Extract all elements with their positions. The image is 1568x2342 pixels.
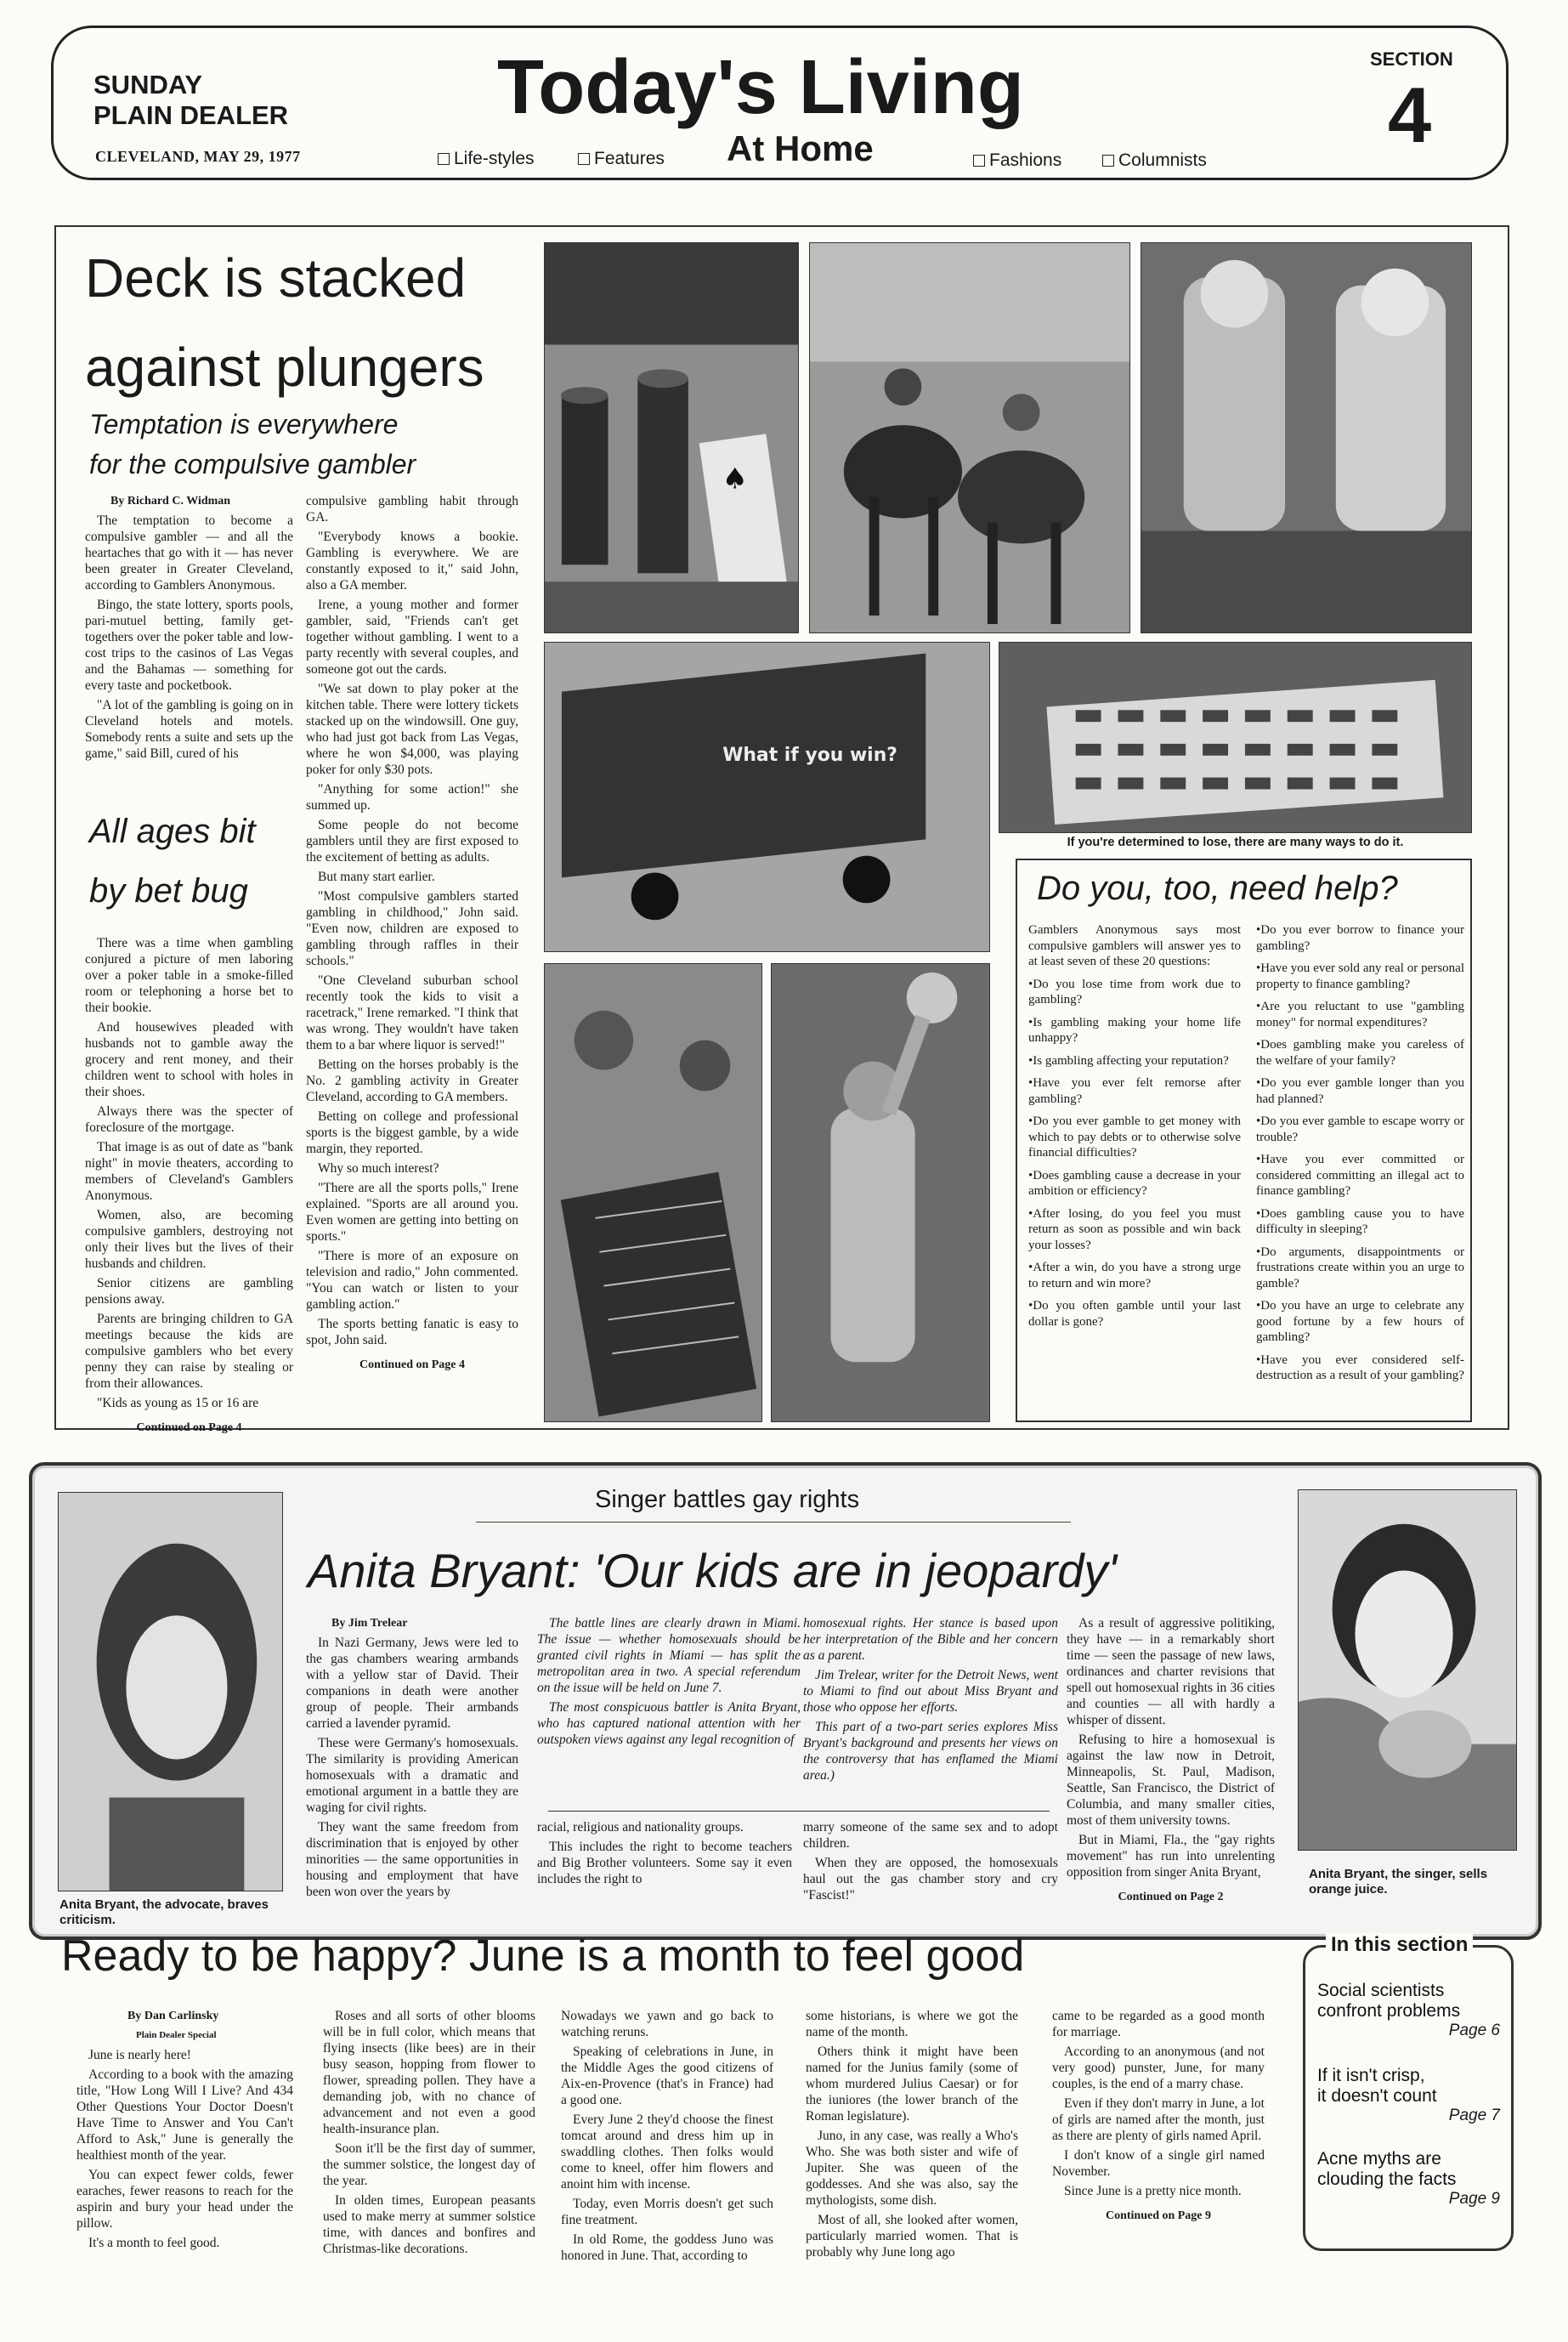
continued-link[interactable]: Continued on Page 2 (1118, 1891, 1224, 1903)
june-column-4 (806, 2008, 1018, 2264)
toc-item-label: If it isn't crisp, (1317, 2066, 1425, 2085)
section-title: Today's Living (497, 45, 1024, 130)
question: •Does gambling cause a decrease in your ambition or efficiency? (1028, 1168, 1241, 1198)
gambling-deck-line2: for the compulsive gambler (89, 449, 416, 479)
nav-columnists-label: Columnists (1118, 150, 1207, 170)
paragraph: According to a book with the amazing title, "How Long Will I Live? And 434 Other Questions Your Doctor Doesn't Have Time to Answer and You Can't Afford to Ask," June is generally the healthiest month of the year. (76, 2067, 293, 2163)
question: •Do you have an urge to celebrate any good fortune by a few hours of gambling? (1256, 1299, 1464, 1344)
paragraph: According to an anonymous (and not very good) punster, June, for many couples, is the end of a marry chase. (1052, 2044, 1265, 2091)
paragraph: racial, religious and nationality groups. (537, 1820, 744, 1834)
paragraph: came to be regarded as a good month for marriage. (1052, 2009, 1265, 2039)
gambling-column-2 (306, 493, 518, 1376)
question: •After losing, do you feel you must return as soon as possible and win back your losses? (1028, 1206, 1241, 1252)
bryant-editor-note-2 (803, 1615, 1058, 1787)
paragraph: The most conspicuous battler is Anita Bryant, who has captured national attention with her outspoken views against any legal recognition of (537, 1700, 801, 1747)
paragraph: But in Miami, Fla., the "gay rights movement" has run into unrelenting opposition from singer Anita Bryant, (1067, 1833, 1275, 1880)
paragraph: When they are opposed, the homosexuals haul out the gas chamber story and cry "Fascist!" (803, 1856, 1058, 1903)
paragraph: Always there was the specter of foreclosure of the mortgage. (85, 1104, 293, 1135)
paragraph: Betting on the horses probably is the No. 2 gambling activity in Greater Cleveland, according to GA members. (306, 1058, 518, 1104)
paragraph: "Anything for some action!" she summed up. (306, 782, 518, 813)
svg-text:♠: ♠ (722, 462, 748, 496)
toc-item-page: Page 7 (1448, 2107, 1500, 2124)
paragraph: "There is more of an exposure on television and radio," John commented. "You can watch or listen to your gambling action." (306, 1249, 518, 1312)
paragraph: The battle lines are clearly drawn in Miami. The issue — whether homosexuals should be granted civil rights in Miami — has split the metropolitan area in two. A special referendum on the issue will be held on June 7. (537, 1616, 801, 1695)
bingo-cards-photo (999, 642, 1472, 833)
paragraph: This includes the right to become teachers and Big Brother volunteers. Some say it even includes the right to (537, 1840, 792, 1886)
paragraph: There was a time when gambling conjured a picture of men laboring over a poker table in a smoke-filled room or telephoning a horse bet to their bookie. (85, 936, 293, 1015)
bryant-byline: By Jim Trelear (331, 1617, 408, 1630)
paragraph: Betting on college and professional sports is the biggest gamble, by a wide margin, they reported. (306, 1109, 518, 1156)
nav-lifestyles-label: Life-styles (454, 149, 535, 168)
question: •After a win, do you have a strong urge to return and win more? (1028, 1261, 1241, 1290)
paragraph: But many start earlier. (318, 870, 435, 884)
paragraph: "A lot of the gambling is going on in Cleveland hotels and motels. Somebody rents a suite and sets up the game," said Bill, cured of his (85, 698, 293, 761)
paragraph: Every June 2 they'd choose the finest tomcat around and dress him up in swaddling clothes. Then folks would come to kneel, offer him flowers and anoint him with incense. (561, 2112, 773, 2192)
paragraph: Soon it'll be the first day of summer, the summer solstice, the longest day of the year. (323, 2141, 535, 2188)
question: •Is gambling affecting your reputation? (1028, 1053, 1229, 1068)
paragraph: Speaking of celebrations in June, in the Middle Ages the good citizens of Aix-en-Provence (that's in France) had a good one. (561, 2044, 773, 2107)
toc-item[interactable] (1317, 2149, 1509, 2209)
question: •Have you ever committed or considered committing an illegal act to finance gambling? (1256, 1153, 1464, 1198)
paragraph: The temptation to become a compulsive gambler — and all the heartaches that go with it — has never been greater in Greater Cleveland, according to Gamblers Anonymous. (85, 513, 293, 593)
june-column-2 (323, 2008, 535, 2260)
june-headline: Ready to be happy? June is a month to feel good (61, 1931, 1025, 1981)
paragraph: Bingo, the state lottery, sports pools, pari-mutuel betting, family get-togethers over the poker table and low-cost trips to the casinos of Las Vegas and the Bahamas — something for every taste and pocketbook. (85, 598, 293, 693)
bryant-editor-note (537, 1615, 801, 1751)
june-column-5 (1052, 2008, 1265, 2227)
nav-lifestyles[interactable] (438, 149, 535, 169)
paragraph: These were Germany's homosexuals. The similarity is providing American homosexuals with a dramatic and emotional argument in a battle they are waging for civil rights. (306, 1736, 518, 1815)
toc-item[interactable] (1317, 2066, 1509, 2125)
dateline: CLEVELAND, MAY 29, 1977 (95, 148, 301, 165)
checkbox-icon (1102, 155, 1114, 167)
paragraph: Juno, in any case, was really a Who's Who. She was both sister and wife of Jupiter. She was queen of the goddesses. And she was also, say the mythologists, some dish. (806, 2129, 1018, 2208)
paper-name-line2: PLAIN DEALER (93, 100, 289, 130)
help-intro: Gamblers Anonymous says most compulsive gamblers will answer yes to at least seven of these 20 questions: (1028, 923, 1241, 968)
paragraph: In olden times, European peasants used to make merry at summer solstice time, with dances and bonfires and Christmas-like decorations. (323, 2193, 535, 2256)
paragraph: Refusing to hire a homosexual is against the law now in Detroit, Minneapolis, St. Paul, Madison, Seattle, San Francisco, the District of Columbia, and many smaller cities, most of them university towns. (1067, 1732, 1275, 1828)
bryant-column-4 (1067, 1615, 1275, 1908)
june-column-1 (76, 2008, 293, 2254)
nav-features-label: Features (594, 149, 665, 168)
paragraph: I don't know of a single girl named November. (1052, 2148, 1265, 2179)
paragraph: Even if they don't marry in June, a lot of girls are named after the month, just as there are plenty of girls named April. (1052, 2096, 1265, 2143)
paragraph: homosexual rights. Her stance is based upon her interpretation of the Bible and her concern as a parent. (803, 1616, 1058, 1663)
paragraph: Others think it might have been named for the Junius family (some of whom murdered Julius Caesar) or for the iuniores (the lower branch of the Roman legislature). (806, 2044, 1018, 2124)
gambling-subhead-line1: All ages bit (89, 813, 256, 850)
paper-name-line1: SUNDAY (93, 70, 203, 99)
question: •Is gambling making your home life unhappy? (1028, 1015, 1241, 1045)
paragraph: Most of all, she looked after women, particularly married women. That is probably why June long ago (806, 2213, 1018, 2260)
paragraph: They want the same freedom from discrimination that is enjoyed by other minorities — the same opportunities in housing and employment that have been won over the years by (306, 1820, 518, 1899)
continued-link[interactable]: Continued on Page 4 (136, 1421, 242, 1434)
paragraph: And housewives pleaded with husbands not to gamble away the grocery and rent money, and their children went to school with holes in their shoes. (85, 1020, 293, 1099)
paragraph: compulsive gambling habit through GA. (306, 494, 518, 525)
section-number: 4 (1388, 72, 1432, 159)
paragraph: Irene, a young mother and former gambler, said, "Friends can't get together without gambling. I went to a party recently with several couples, and someone got out the cards. (306, 598, 518, 677)
paragraph: "Most compulsive gamblers started gambling in childhood," John said. "Even now, children are exposed to gambling through raffles in their schools." (306, 889, 518, 968)
question: •Have you ever felt remorse after gambling? (1028, 1076, 1241, 1106)
paragraph: As a result of aggressive politiking, they have — in a remarkably short time — seen the passage of new laws, ordinances and charter revisions that spell out homosexual rights in 36 cities and counties — all with hardly a whisper of dissent. (1067, 1616, 1275, 1727)
gambling-deck-line1: Temptation is everywhere (89, 409, 399, 439)
paragraph: In old Rome, the goddess Juno was honored in June. That, according to (561, 2232, 773, 2263)
paragraph: Women, also, are becoming compulsive gamblers, destroying not only their lives but the lives of their husbands and children. (85, 1208, 293, 1271)
paragraph: Nowadays we yawn and go back to watching reruns. (561, 2009, 773, 2039)
toc-title: In this section (1326, 1933, 1473, 1957)
question: •Do you ever gamble longer than you had planned? (1256, 1076, 1464, 1106)
basketball-photo (771, 963, 990, 1422)
gambling-headline-line2: against plungers (85, 337, 484, 398)
football-photo (1141, 242, 1472, 633)
checkbox-icon (438, 153, 450, 165)
question: •Does gambling make you careless of the welfare of your family? (1256, 1038, 1464, 1068)
question: •Do arguments, disappointments or frustrations create within you an urge to gamble? (1256, 1245, 1464, 1290)
gambling-column-1b (85, 935, 293, 1439)
gambling-column-1 (85, 493, 293, 765)
paragraph: That image is as out of date as "bank night" in movie theaters, according to members of Cleveland's Gamblers Anonymous. (85, 1140, 293, 1203)
question: •Do you often gamble until your last dollar is gone? (1028, 1299, 1241, 1329)
toc-item-label: clouding the facts (1317, 2169, 1457, 2189)
poker-chips-photo (544, 242, 799, 633)
bryant-kicker: Singer battles gay rights (595, 1486, 860, 1513)
toc-item-label: confront problems (1317, 2001, 1461, 2021)
paragraph: Some people do not become gamblers until they are first exposed to the excitement of betting as adults. (306, 818, 518, 865)
bryant-column-2 (537, 1819, 792, 1891)
question: •Have you ever sold any real or personal property to finance gambling? (1256, 961, 1464, 991)
bryant-caption-right: Anita Bryant, the singer, sells orange juice. (1309, 1867, 1488, 1897)
gambling-headline-line1: Deck is stacked (85, 247, 467, 309)
question: •Do you ever borrow to finance your gambling? (1256, 923, 1464, 953)
question: •Are you reluctant to use "gambling money" for normal expenditures? (1256, 1000, 1464, 1029)
nav-features[interactable] (578, 149, 665, 169)
june-byline-sub: Plain Dealer Special (136, 2030, 217, 2040)
paragraph: some historians, is where we got the name of the month. (806, 2009, 1018, 2039)
continued-link[interactable]: Continued on Page 4 (359, 1358, 466, 1371)
june-column-3 (561, 2008, 773, 2267)
paragraph: marry someone of the same sex and to adopt children. (803, 1820, 1058, 1851)
question: •Does gambling cause you to have difficulty in sleeping? (1256, 1206, 1464, 1236)
toc-item-label: Acne myths are (1317, 2149, 1441, 2169)
toc-item-label: Social scientists (1317, 1981, 1445, 2000)
paragraph: The sports betting fanatic is easy to spot, John said. (306, 1317, 518, 1347)
paragraph: June is nearly here! (88, 2048, 191, 2062)
paragraph: "We sat down to play poker at the kitchen table. There were lottery tickets stacked up on the windowsill. One guy, who had just got back from Las Vegas, where he won $4,000, was playing poker for only $30 pots. (306, 682, 518, 777)
toc-item-page: Page 9 (1448, 2190, 1500, 2208)
nav-fashions-label: Fashions (989, 150, 1062, 170)
gambling-subhead-line2: by bet bug (89, 872, 248, 910)
paragraph: "Kids as young as 15 or 16 are (97, 1396, 259, 1410)
gambling-byline: By Richard C. Widman (110, 495, 231, 508)
truck-slogan: What if you win? (722, 745, 897, 767)
toc-item[interactable] (1317, 1981, 1509, 2040)
paragraph: Since June is a pretty nice month. (1064, 2184, 1242, 2198)
help-questions-right (1256, 922, 1464, 1391)
question: •Do you lose time from work due to gambling? (1028, 977, 1241, 1007)
paragraph: Jim Trelear, writer for the Detroit News, went to Miami to find out about Miss Bryant and those who oppose her efforts. (803, 1668, 1058, 1715)
paragraph: "Everybody knows a bookie. Gambling is everywhere. We are constantly exposed to it," said John, also a GA member. (306, 530, 518, 593)
question: •Have you ever considered self-destruction as a result of your gambling? (1256, 1352, 1464, 1382)
roulette-table-photo (544, 963, 762, 1422)
help-box-title: Do you, too, need help? (1037, 870, 1398, 907)
bryant-caption-left: Anita Bryant, the advocate, braves criticism. (59, 1897, 269, 1927)
kicker-rule (476, 1522, 1071, 1523)
checkbox-icon (578, 153, 590, 165)
nav-columnists[interactable] (1102, 150, 1207, 171)
photo-caption: If you're determined to lose, there are many ways to do it. (1067, 836, 1404, 849)
paragraph: Today, even Morris doesn't get such fine treatment. (561, 2197, 773, 2227)
paragraph: "There are all the sports polls," Irene explained. "Sports are all around you. Even women are getting into betting on sports." (306, 1181, 518, 1244)
paragraph: "One Cleveland suburban school recently took the kids to visit a racetrack," Irene remarked. "I think that was wrong. They wouldn't have taken them to a bar where liquor is served!" (306, 973, 518, 1052)
editor-note-rule (548, 1811, 1050, 1812)
paragraph: Parents are bringing children to GA meetings because the kids are compulsive gamblers who bet every penny they can raise by stealing or from their allowances. (85, 1312, 293, 1391)
paragraph: Senior citizens are gambling pensions away. (85, 1276, 293, 1307)
toc-item-label: it doesn't count (1317, 2086, 1437, 2106)
paragraph: You can expect fewer colds, fewer earaches, fewer reasons to reach for the aspirin and bury your head under the pillow. (76, 2168, 293, 2231)
section-label: SECTION (1370, 48, 1453, 70)
bryant-column-3 (803, 1819, 1058, 1907)
bryant-column-1 (306, 1615, 518, 1903)
bryant-advocate-photo (58, 1492, 283, 1891)
section-subtitle: At Home (727, 128, 874, 168)
paragraph: In Nazi Germany, Jews were led to the gas chambers wearing armbands with a yellow star of David. Their companions in death were another group of people. Their armbands carried a lavender pyramid. (306, 1636, 518, 1731)
question: •Do you ever gamble to escape worry or trouble? (1256, 1114, 1464, 1144)
bryant-singer-photo (1298, 1489, 1517, 1851)
toc-item-page: Page 6 (1448, 2022, 1500, 2039)
help-questions-left (1028, 922, 1241, 1336)
question: •Do you ever gamble to get money with which to pay debts or to otherwise solve financial difficulties? (1028, 1114, 1241, 1160)
lottery-truck-photo (544, 642, 990, 952)
checkbox-icon (973, 155, 985, 167)
nav-fashions[interactable] (973, 150, 1061, 171)
paragraph: It's a month to feel good. (88, 2236, 220, 2250)
horse-racing-photo (809, 242, 1130, 633)
paragraph: This part of a two-part series explores Miss Bryant's background and presents her views on the controversy that has enflamed the Miami area.) (803, 1720, 1058, 1783)
continued-link[interactable]: Continued on Page 9 (1105, 2209, 1212, 2222)
paragraph: Roses and all sorts of other blooms will be in full color, which means that flying insects (like bees) are in their busy season, hopping from flower to flower, spreading pollen. They have a demanding job, with no chance of advancement and not even a good health-insurance plan. (323, 2009, 535, 2136)
bryant-headline: Anita Bryant: 'Our kids are in jeopardy' (308, 1544, 1118, 1597)
june-byline: By Dan Carlinsky (127, 2010, 219, 2022)
paragraph: Why so much interest? (318, 1161, 439, 1176)
